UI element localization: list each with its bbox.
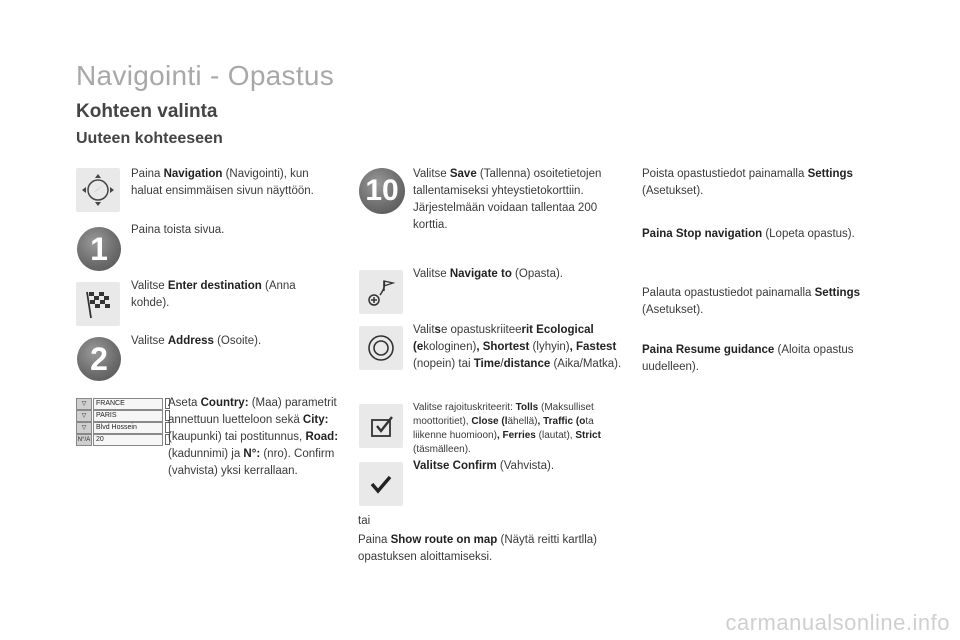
road-icon: ▽ — [76, 422, 92, 434]
step-criteria-text: Valitse opastuskriiteerit Ecological (ekologinen), Shortest (lyhyin), Fastest (nopein) tai Time/distance (Aika/Matka). — [413, 324, 622, 370]
page-title: Navigointi - Opastus — [76, 60, 335, 91]
route-criteria-button-icon — [359, 326, 403, 370]
step-10-text: Valitse Save (Tallenna) osoitetietojen tallentamiseksi yhteystietokorttiin. Järjestelmään voidaan tallentaa 200 korttia. — [413, 168, 602, 231]
step-navigate-text: Valitse Navigate to (Opasta). — [413, 268, 563, 280]
address-row-country: ▽ FRANCE — [76, 398, 170, 409]
address-row-number: N°/A 20 — [76, 434, 170, 445]
delete-guidance-text: Poista opastustiedot painamalla Settings (Asetukset). — [642, 168, 853, 197]
step-badge-2: 2 — [77, 337, 121, 381]
address-row-road: ▽ Blvd Hossein — [76, 422, 170, 433]
watermark: carmanualsonline.info — [725, 610, 950, 635]
step-1-text: Paina toista sivua. — [131, 224, 225, 236]
navigate-to-button-icon — [359, 270, 403, 314]
step-navigation-text: Paina Navigation (Navigointi), kun haluat ensimmäisen sivun näyttöön. — [131, 168, 314, 197]
section-subheading: Uuteen kohteeseen — [76, 130, 223, 147]
step-address-text: Aseta Country: (Maa) parametrit annettuun luetteloon sekä City: (kaupunki) tai postitunnus, Road: (kadunnimi) ja N°: (nro). Confirm (vahvista) yksi kerrallaan. — [168, 397, 339, 477]
step-show-route-text: Paina Show route on map (Näytä reitti kartlla) opastuksen aloittamiseksi. — [358, 534, 597, 563]
step-badge-1: 1 — [77, 227, 121, 271]
enter-destination-button-icon — [76, 282, 120, 326]
compass-icon — [78, 170, 118, 210]
country-icon: ▽ — [76, 398, 92, 410]
checkbox-icon — [363, 408, 399, 444]
step-confirm-text: Valitse Confirm (Vahvista). — [413, 460, 555, 472]
section-heading: Kohteen valinta — [76, 101, 218, 122]
stop-navigation-text: Paina Stop navigation (Lopeta opastus). — [642, 228, 855, 240]
or-text: tai — [358, 515, 371, 527]
target-icon — [363, 330, 399, 366]
resume-guidance-text: Paina Resume guidance (Aloita opastus uudelleen). — [642, 344, 854, 373]
navigation-button-icon — [76, 168, 120, 212]
confirm-button-icon — [359, 462, 403, 506]
checkered-flag-icon — [81, 287, 115, 321]
restrictions-button-icon — [359, 404, 403, 448]
step-restrictions-text: Valitse rajoituskriteerit: Tolls (Maksulliset moottoritiet), Close (lähellä), Traffic (ota liikenne huomioon), Ferries (lautat), Strict (täsmälleen). — [413, 402, 601, 455]
address-row-city: ▽ PARIS — [76, 410, 170, 421]
step-badge-10: 10 — [359, 168, 405, 214]
step-2-text: Valitse Address (Osoite). — [131, 335, 262, 347]
address-field-list — [76, 398, 170, 446]
checkmark-icon — [365, 468, 397, 500]
city-icon: ▽ — [76, 410, 92, 422]
restore-guidance-text: Palauta opastustiedot painamalla Settings (Asetukset). — [642, 287, 860, 316]
step-enter-destination-text: Valitse Enter destination (Anna kohde). — [131, 280, 296, 309]
route-flag-icon — [362, 273, 400, 311]
